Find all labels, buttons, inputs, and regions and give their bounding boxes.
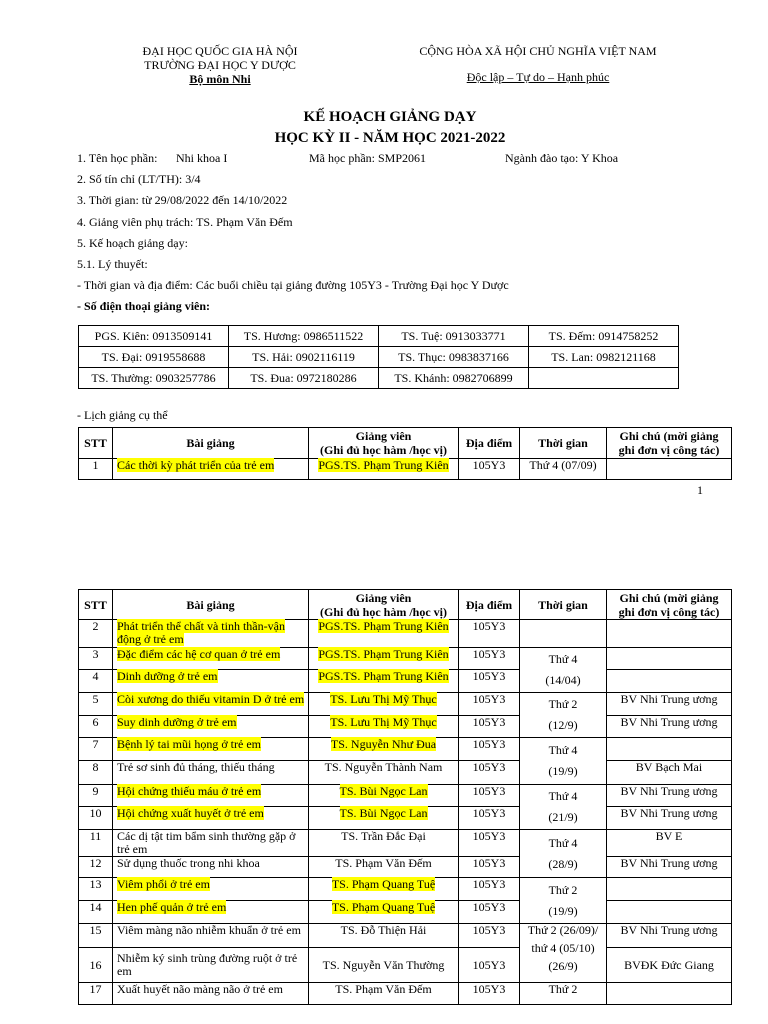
row-note [607,670,732,693]
table-row [79,901,732,924]
row-stt: 10 [79,807,113,830]
table-row [79,948,732,983]
row-venue: 105Y3 [459,738,520,761]
row-lecturer: TS. Phạm Quang Tuệ [309,901,459,924]
row-stt: 8 [79,761,113,785]
row-lecturer: TS. Nguyễn Thành Nam [309,761,459,785]
time-date: (14/04) [545,673,581,687]
table-row [79,648,732,670]
row-note [607,648,732,670]
phone-cell: TS. Tuệ: 0913033771 [379,326,529,347]
credits-line: 2. Số tín chỉ (LT/TH): 3/4 [77,172,201,186]
row-lecture: Các thời kỳ phát triển của trẻ em [113,459,309,480]
row-venue: 105Y3 [459,785,520,807]
time-day: Thứ 4 [548,652,578,666]
row-lecturer: TS. Bùi Ngọc Lan [309,785,459,807]
schedule-table-1 [78,427,732,480]
phone-cell: PGS. Kiên: 0913509141 [79,326,229,347]
course-code: Mã học phần: SMP2061 [309,151,426,165]
schedule-label: - Lịch giảng cụ thể [77,408,168,422]
row-venue: 105Y3 [459,761,520,785]
row-venue: 105Y3 [459,693,520,716]
time-day: Thứ 4 [548,835,578,850]
row-note: BV Nhi Trung ương [607,857,732,878]
row-note [607,620,732,648]
row-venue: 105Y3 [459,648,520,670]
row-lecturer: TS. Nguyễn Như Đua [309,738,459,761]
phone-cell: TS. Khánh: 0982706899 [379,368,529,389]
row-venue: 105Y3 [459,983,520,1005]
time-day: Thứ 2 [548,882,578,897]
row-stt: 3 [79,648,113,670]
header-stt: STT [79,428,113,459]
row-note: BV Nhi Trung ương [607,785,732,807]
institution-header [120,44,320,86]
table-row [79,738,732,761]
header-note: Ghi chú (mời giảng ghi đơn vị công tác) [607,590,732,620]
row-venue: 105Y3 [459,924,520,948]
time-day: Thứ 4 [548,789,578,803]
row-venue: 105Y3 [459,670,520,693]
table-header-row [79,428,732,459]
row-note [607,459,732,480]
row-stt: 12 [79,857,113,878]
row-lecture: Các dị tật tim bẩm sinh thường gặp ở trẻ em [113,830,309,857]
table-row [79,924,732,948]
header-lecture: Bài giảng [113,428,309,459]
table-row [79,459,732,480]
phone-row [79,347,679,368]
national-title: CỘNG HÒA XÃ HỘI CHỦ NGHĨA VIỆT NAM [419,44,657,58]
row-time: Thứ 4 (07/09) [520,459,607,480]
row-stt: 15 [79,924,113,948]
table-row [79,761,732,785]
row-stt: 6 [79,716,113,738]
national-header [408,44,668,84]
row-lecturer: TS. Lưu Thị Mỹ Thục [309,716,459,738]
schedule-table-2 [78,589,732,1005]
time-date: (28/9) [548,856,578,871]
phone-cell: TS. Hương: 0986511522 [229,326,379,347]
phone-cell: TS. Lan: 0982121168 [529,347,679,368]
row-time [520,620,607,648]
course-label: 1. Tên học phần: [77,151,158,165]
row-stt: 7 [79,738,113,761]
row-note [607,983,732,1005]
header-venue: Địa điểm [459,590,520,620]
row-venue: 105Y3 [459,878,520,901]
row-stt: 9 [79,785,113,807]
row-lecturer: TS. Lưu Thị Mỹ Thục [309,693,459,716]
row-venue: 105Y3 [459,830,520,857]
row-venue: 105Y3 [459,620,520,648]
university-name: ĐẠI HỌC QUỐC GIA HÀ NỘI [142,44,298,58]
row-lecture: Hội chứng xuất huyết ở trẻ em [113,807,309,830]
header-lecturer: Giảng viên (Ghi đủ học hàm /học vị) [309,590,459,620]
row-lecture: Nhiễm ký sinh trùng đường ruột ở trẻ em [113,948,309,983]
row-lecture: Sử dụng thuốc trong nhi khoa [113,857,309,878]
department-name: Bộ môn Nhi [189,72,251,86]
row-stt: 17 [79,983,113,1005]
header-venue: Địa điểm [459,428,520,459]
row-stt: 5 [79,693,113,716]
phone-cell: TS. Thục: 0983837166 [379,347,529,368]
time-date: (21/9) [548,810,578,824]
phone-cell [529,368,679,389]
time-date: (19/9) [548,764,578,778]
row-lecturer: TS. Phạm Quang Tuệ [309,878,459,901]
time-day: Thứ 2 (26/09)/ [527,923,599,937]
row-venue: 105Y3 [459,716,520,738]
row-note: BV Nhi Trung ương [607,924,732,948]
row-time: Thứ 2 [520,983,607,1005]
title-line-1: KẾ HOẠCH GIẢNG DẠY [303,109,477,125]
phones-label: - Số điện thoại giảng viên: [77,299,211,313]
row-note: BV Nhi Trung ương [607,693,732,716]
table-row [79,878,732,901]
row-note [607,901,732,924]
time-group [520,785,607,830]
time-group [520,738,607,785]
time-group [520,693,607,738]
phone-cell: TS. Hải: 0902116119 [229,347,379,368]
row-note: BV Nhi Trung ương [607,807,732,830]
row-lecturer: TS. Bùi Ngọc Lan [309,807,459,830]
table-row [79,983,732,1005]
row-lecturer: TS. Đỗ Thiện Hải [309,924,459,948]
row-venue: 105Y3 [459,901,520,924]
header-note: Ghi chú (mời giảng ghi đơn vị công tác) [607,428,732,459]
table-row [79,785,732,807]
phone-table [78,325,679,389]
row-stt: 13 [79,878,113,901]
row-stt: 11 [79,830,113,857]
row-lecture: Dinh dưỡng ở trẻ em [113,670,309,693]
course-name: Nhi khoa I [176,151,228,165]
page-title [0,107,768,149]
time-group [520,648,607,693]
row-note: BV E [607,830,732,857]
table-row [79,620,732,648]
header-time: Thời gian [520,428,607,459]
header-stt: STT [79,590,113,620]
row-stt: 2 [79,620,113,648]
school-name: TRƯỜNG ĐẠI HỌC Y DƯỢC [144,58,296,72]
row-lecture: Viêm phổi ở trẻ em [113,878,309,901]
row-lecture: Bệnh lý tai mũi họng ở trẻ em [113,738,309,761]
row-lecturer: TS. Phạm Văn Đếm [309,857,459,878]
major: Ngành đào tạo: Y Khoa [505,151,619,165]
time-group [520,830,607,878]
table-row [79,830,732,857]
table-row [79,716,732,738]
row-lecture: Trẻ sơ sinh đủ tháng, thiếu tháng [113,761,309,785]
row-lecturer: PGS.TS. Phạm Trung Kiên [309,670,459,693]
row-stt: 4 [79,670,113,693]
time-date: (26/9) [548,959,578,973]
phone-cell: TS. Thường: 0903257786 [79,368,229,389]
row-lecture: Suy dinh dưỡng ở trẻ em [113,716,309,738]
time-date: (12/9) [548,718,578,732]
time-date: (19/9) [548,903,578,918]
time-day: Thứ 4 [548,743,578,757]
venue-line: - Thời gian và địa điểm: Các buổi chiều tại giảng đường 105Y3 - Trường Đại học Y Dược [77,278,509,292]
header-time: Thời gian [520,590,607,620]
row-lecture: Phát triển thể chất và tinh thần-vận động ở trẻ em [113,620,309,648]
row-lecturer: PGS.TS. Phạm Trung Kiên [309,620,459,648]
row-lecture: Hội chứng thiếu máu ở trẻ em [113,785,309,807]
table-row [79,693,732,716]
theory-line: 5.1. Lý thuyết: [77,257,148,271]
row-lecture: Hen phế quản ở trẻ em [113,901,309,924]
time-day: Thứ 2 [548,697,578,711]
phone-cell: TS. Đếm: 0914758252 [529,326,679,347]
row-lecture: Đặc điểm các hệ cơ quan ở trẻ em [113,648,309,670]
table-row [79,857,732,878]
row-lecturer: TS. Phạm Văn Đếm [309,983,459,1005]
plan-line: 5. Kế hoạch giảng dạy: [77,236,188,250]
header-lecture: Bài giảng [113,590,309,620]
row-lecture: Xuất huyết não màng não ở trẻ em [113,983,309,1005]
row-lecturer: PGS.TS. Phạm Trung Kiên [309,648,459,670]
time-group [520,878,607,924]
row-stt: 14 [79,901,113,924]
national-motto: Độc lập – Tự do – Hạnh phúc [466,70,610,84]
table-row [79,807,732,830]
row-note: BV Bạch Mai [607,761,732,785]
title-line-2: HỌC KỲ II - NĂM HỌC 2021-2022 [274,130,506,146]
time-line: 3. Thời gian: từ 29/08/2022 đến 14/10/2022 [77,193,288,207]
row-note: BVĐK Đức Giang [607,948,732,983]
row-venue: 105Y3 [459,459,520,480]
row-lecturer: TS. Nguyễn Văn Thường [309,948,459,983]
table-header-row [79,590,732,620]
row-venue: 105Y3 [459,857,520,878]
row-stt: 16 [79,948,113,983]
row-lecturer: TS. Trần Đắc Đại [309,830,459,857]
course-line [77,151,619,166]
row-venue: 105Y3 [459,807,520,830]
row-lecturer: PGS.TS. Phạm Trung Kiên [309,459,459,480]
page-number: 1 [697,483,703,497]
row-venue: 105Y3 [459,948,520,983]
row-note [607,738,732,761]
row-stt: 1 [79,459,113,480]
row-lecture: Viêm màng não nhiễm khuẩn ở trẻ em [113,924,309,948]
header-lecturer: Giảng viên (Ghi đủ học hàm /học vị) [309,428,459,459]
phone-cell: TS. Đại: 0919558688 [79,347,229,368]
phone-row [79,326,679,347]
row-lecture: Còi xương do thiếu vitamin D ở trẻ em [113,693,309,716]
row-note: BV Nhi Trung ương [607,716,732,738]
phone-row [79,368,679,389]
table-row [79,670,732,693]
time-day-alt: thứ 4 (05/10) [531,941,595,955]
time-group [520,924,607,983]
lecturer-line: 4. Giảng viên phụ trách: TS. Phạm Văn Đếm [77,215,293,229]
row-note [607,878,732,901]
phone-cell: TS. Đua: 0972180286 [229,368,379,389]
